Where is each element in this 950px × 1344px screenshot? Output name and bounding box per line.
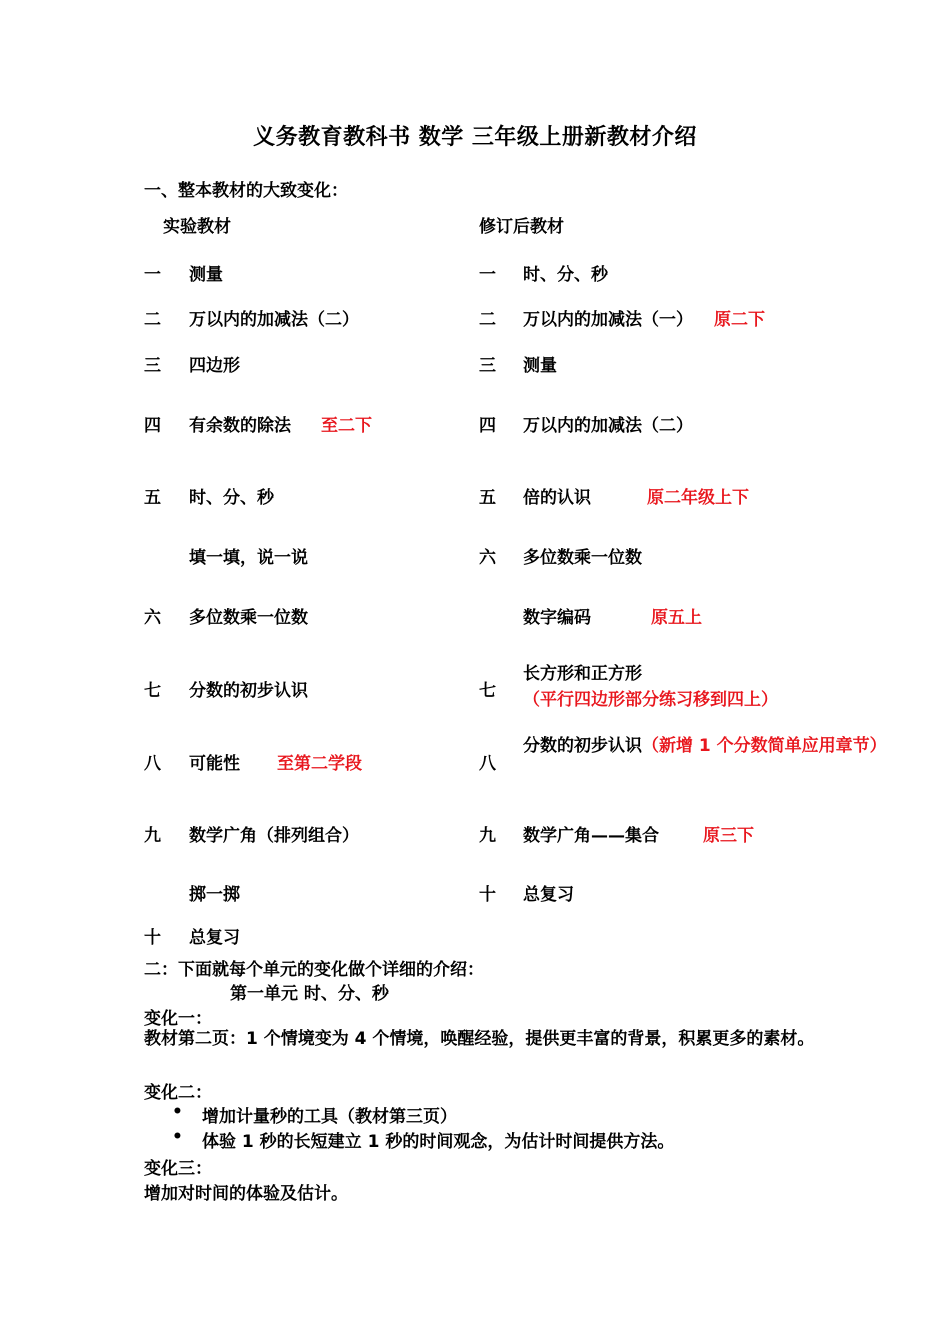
right-row-text: 数学广角——集合 [523,826,659,846]
right-row-text: 测量 [523,356,557,376]
unit-title: 第一单元 时、分、秒 [230,984,389,1004]
left-row-text: 测量 [189,265,223,285]
right-row-wrapped [523,733,895,759]
right-row-number: 二 [479,310,496,330]
left-row-text: 掷一掷 [189,885,240,905]
change1-text: 教材第二页：1 个情境变为 4 个情境，唤醒经验，提供更丰富的背景，积累更多的素材。 [144,1029,815,1049]
right-row-number: 三 [479,356,496,376]
bullet-dot: • [172,1102,183,1122]
left-row-text: 多位数乘一位数 [189,608,308,628]
left-row-number: 五 [144,488,161,508]
section1-heading: 一、整本教材的大致变化： [144,181,348,201]
change1-label: 变化一： [144,1009,212,1029]
right-row-text: 分数的初步认识 [523,736,642,756]
left-row-number: 四 [144,416,161,436]
right-row-number: 八 [479,754,496,774]
left-row-number: 八 [144,754,161,774]
left-column-header: 实验教材 [163,217,231,237]
left-row-text: 填一填，说一说 [189,548,308,568]
left-row-number: 六 [144,608,161,628]
left-row-text: 分数的初步认识 [189,681,308,701]
right-row-text: 数字编码 [523,608,591,628]
change2-label: 变化二： [144,1083,212,1103]
right-row-text: 万以内的加减法（一） [523,310,693,330]
left-row-number: 一 [144,265,161,285]
left-row-text: 总复习 [189,928,240,948]
right-row-wrapped [523,661,895,713]
right-row-note: （平行四边形部分练习移到四上） [523,690,778,710]
section2-heading: 二：下面就每个单元的变化做个详细的介绍： [144,960,484,980]
change2-bullet: 增加计量秒的工具（教材第三页） [202,1107,457,1127]
right-row-note: 原五上 [651,608,702,628]
left-row-note: 至第二学段 [277,754,362,774]
left-row-text: 数学广角（排列组合） [189,826,359,846]
right-row-number: 七 [479,681,496,701]
change3-text: 增加对时间的体验及估计。 [144,1184,348,1204]
right-row-number: 九 [479,826,496,846]
left-row-number: 三 [144,356,161,376]
right-row-number: 一 [479,265,496,285]
left-row-text: 可能性 [189,754,240,774]
left-row-number: 二 [144,310,161,330]
left-row-text: 万以内的加减法（二） [189,310,359,330]
right-row-text: 万以内的加减法（二） [523,416,693,436]
left-row-text: 有余数的除法 [189,416,291,436]
right-row-note: 原二年级上下 [647,488,749,508]
left-row-number: 九 [144,826,161,846]
right-row-text: 多位数乘一位数 [523,548,642,568]
right-row-number: 四 [479,416,496,436]
left-row-text: 四边形 [189,356,240,376]
right-row-text: 长方形和正方形 [523,664,642,684]
right-row-number: 六 [479,548,496,568]
right-column-header: 修订后教材 [479,217,564,237]
right-row-number: 五 [479,488,496,508]
bullet-dot: • [172,1127,183,1147]
left-row-number: 十 [144,928,161,948]
right-row-note: 原三下 [703,826,754,846]
change2-bullet: 体验 1 秒的长短建立 1 秒的时间观念，为估计时间提供方法。 [202,1132,675,1152]
right-row-note: （新增 1 个分数简单应用章节） [642,736,887,756]
right-row-text: 倍的认识 [523,488,591,508]
left-row-text: 时、分、秒 [189,488,274,508]
change3-label: 变化三： [144,1159,212,1179]
right-row-number: 十 [479,885,496,905]
document-title: 义务教育教科书 数学 三年级上册新教材介绍 [253,125,697,150]
right-row-text: 总复习 [523,885,574,905]
right-row-text: 时、分、秒 [523,265,608,285]
left-row-note: 至二下 [321,416,372,436]
left-row-number: 七 [144,681,161,701]
right-row-note: 原二下 [714,310,765,330]
